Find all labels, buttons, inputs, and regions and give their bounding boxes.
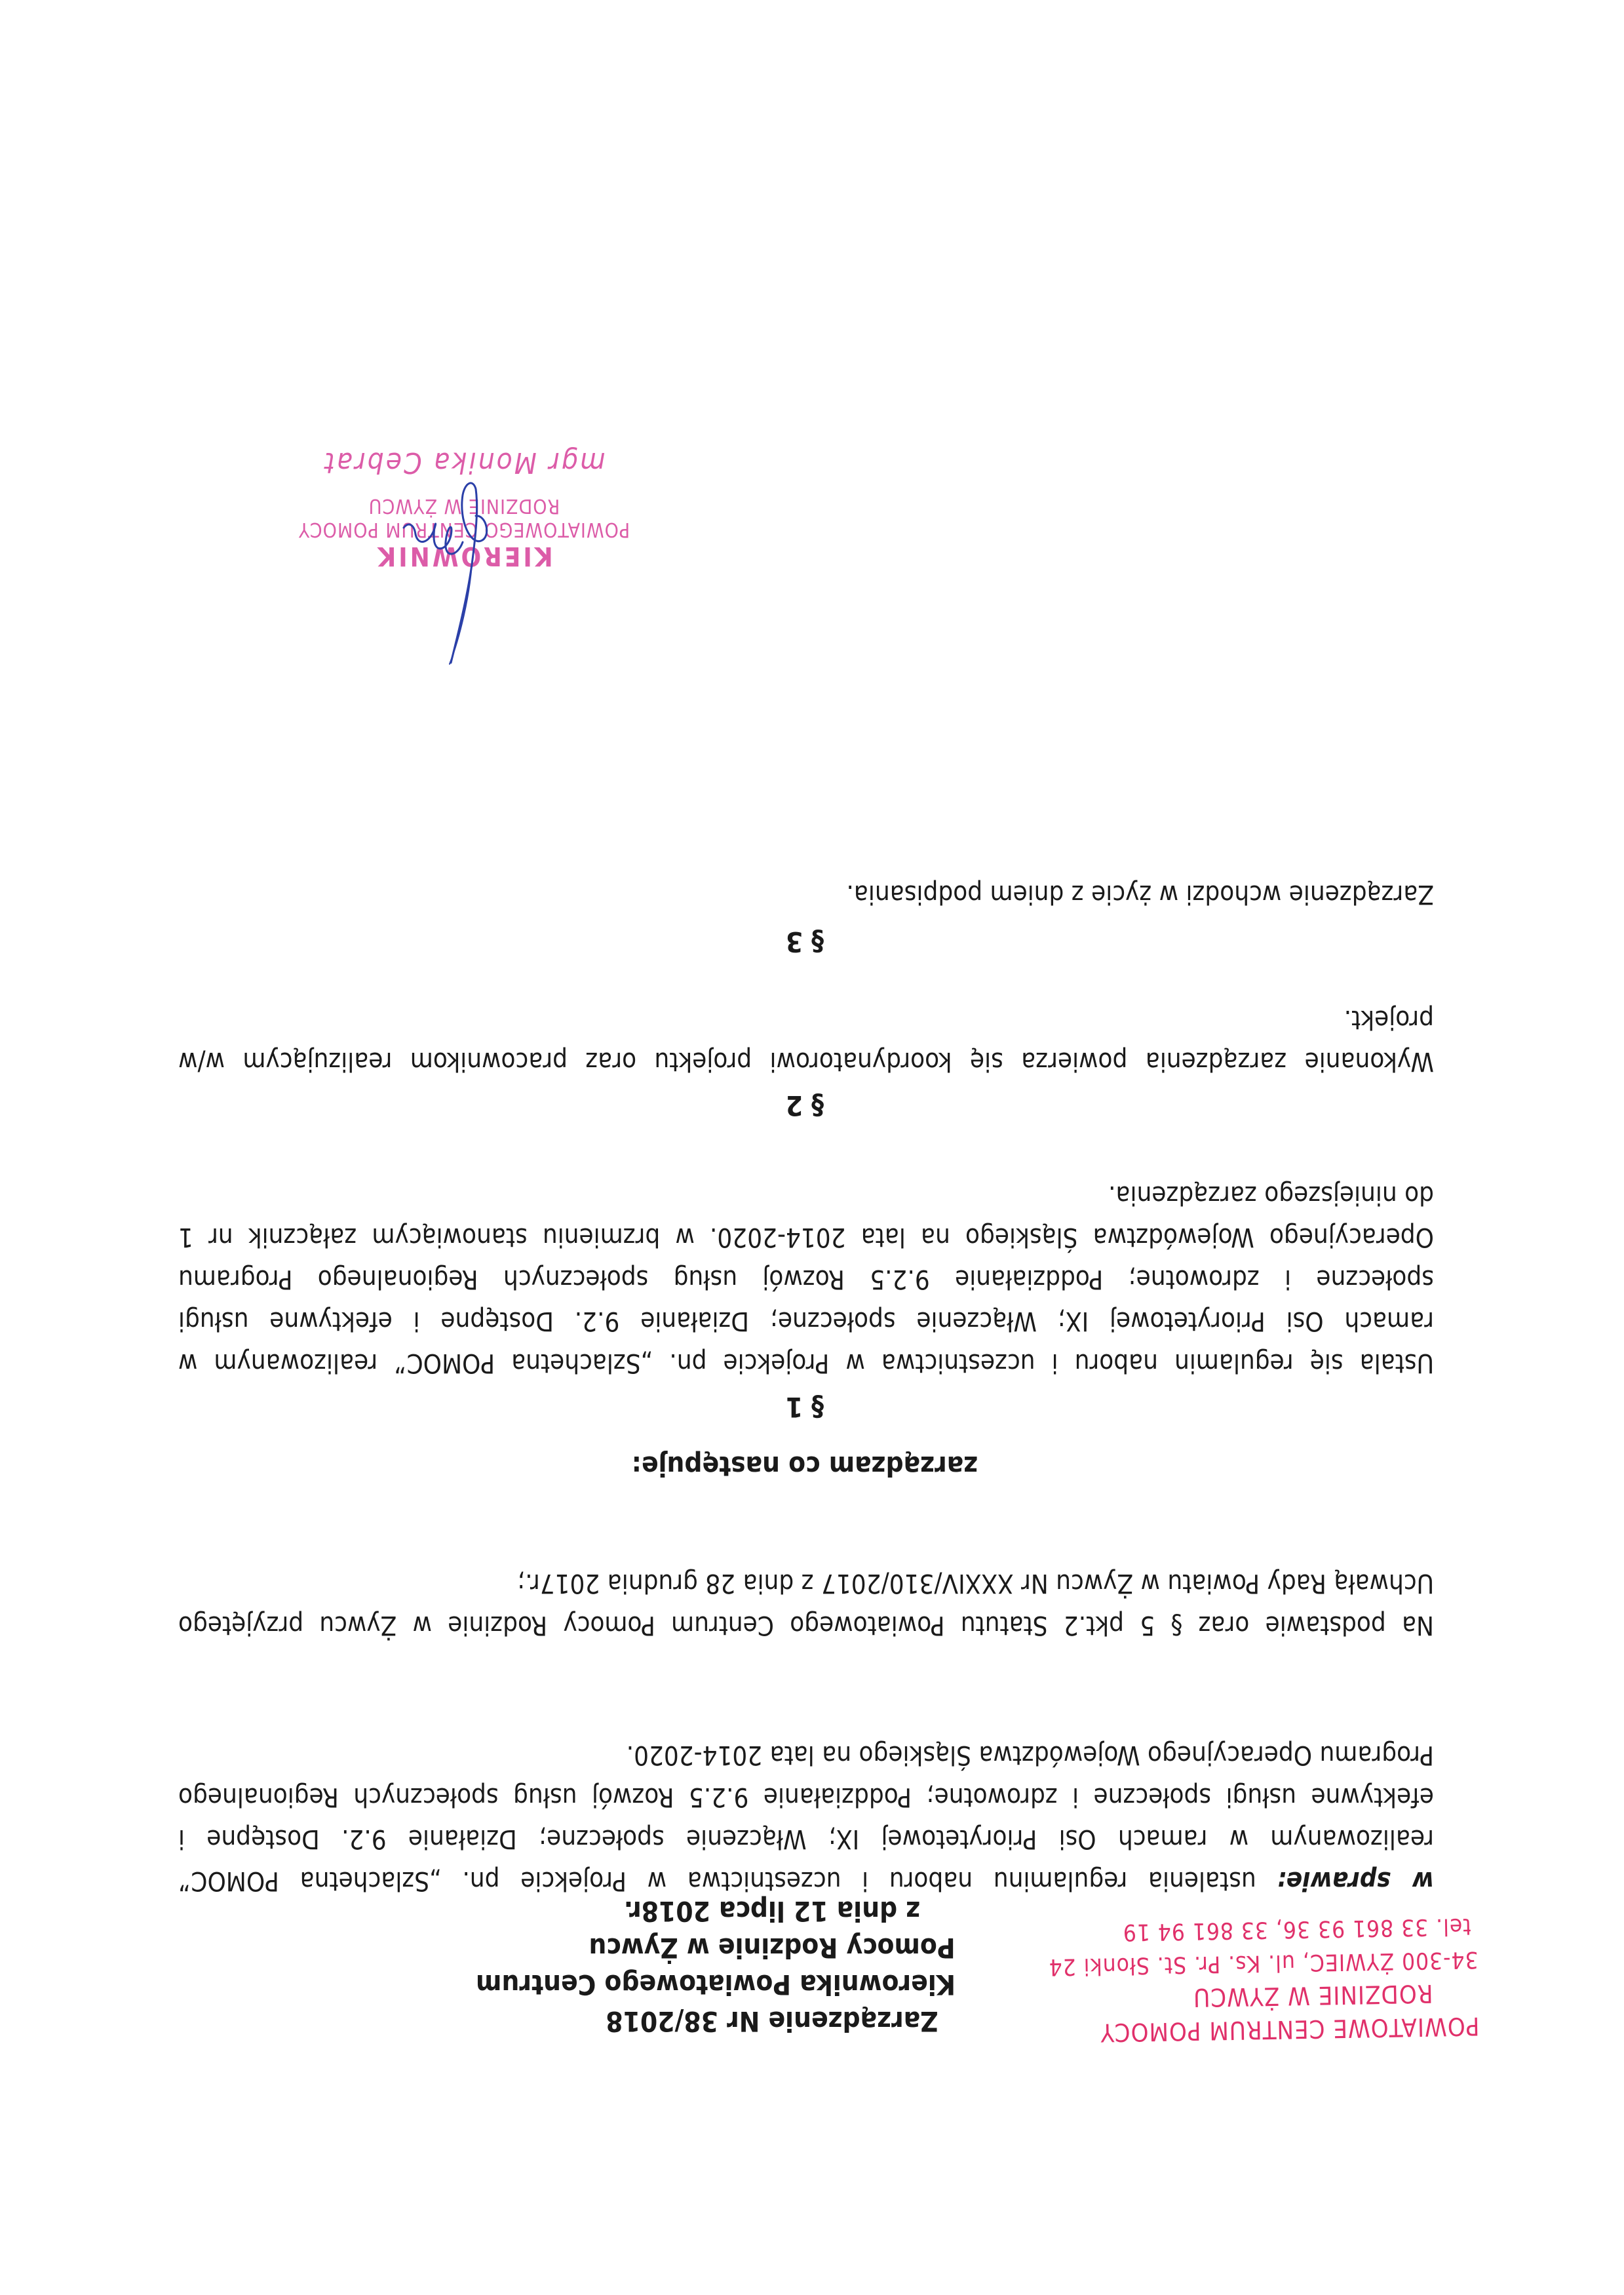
basis-line-2: Uchwałą Rady Powiatu w Żywcu Nr XXXIV/310/2017 z dnia 28 grudnia 2017r.; bbox=[517, 1568, 1434, 1598]
section-1-line-5: do niniejszego zarządzenia. bbox=[1108, 1180, 1434, 1210]
section-3-text bbox=[178, 873, 1434, 915]
subject-line-1: ustalenia regulaminu naboru i uczestnictwa w Projekcie pn. „Szlachetna POMOC” bbox=[178, 1866, 1256, 1896]
section-3-line-1: Zarządzenie wchodzi w życie z dniem podpisania. bbox=[846, 879, 1434, 909]
stamp-line-4: tel. 33 861 93 36, 33 861 94 19 bbox=[1122, 1912, 1471, 1946]
subject-block bbox=[178, 1734, 1434, 1902]
signature-stamp-name: mgr Monika Cebrat bbox=[322, 446, 606, 479]
signature-stamp-line-3: RODZINIE W ŻYWCU bbox=[368, 494, 560, 517]
document-date: z dnia 12 lipca 2018r. bbox=[623, 1895, 921, 1927]
section-1-line-1: Ustala się regulamin naboru i uczestnictwa w Projekcie pn. „Szlachetna POMOC” realizowanym w bbox=[178, 1348, 1434, 1378]
stamp-line-2: RODZINIE W ŻYWCU bbox=[1192, 1978, 1433, 2012]
subject-line-4: Programu Operacyjnego Województwa Śląskiego na lata 2014-2020. bbox=[626, 1740, 1434, 1770]
section-1-text bbox=[178, 1174, 1434, 1384]
section-2-line-1: Wykonanie zarządzenia powierza się koordynatorowi projektu oraz pracownikom realizującym w/w bbox=[178, 1046, 1434, 1076]
handwritten-signature bbox=[379, 466, 549, 676]
subject-label: w sprawie: bbox=[1277, 1866, 1434, 1896]
section-1-line-2: ramach Osi Priorytetowej IX; Włączenie społeczne; Działanie 9.2. Dostępne i efektywne usługi bbox=[178, 1306, 1434, 1336]
section-2-line-2: projekt. bbox=[1344, 1004, 1434, 1034]
section-1-line-3: społeczne i zdrowotne; Poddziałanie 9.2.5 Rozwój usług społecznych Regionalnego Programu bbox=[178, 1264, 1434, 1294]
basis-line-1: Na podstawie oraz § 5 pkt.2 Statutu Powiatowego Centrum Pomocy Rodzinie w Żywcu przyjętego bbox=[178, 1610, 1434, 1640]
section-1-mark: § 1 bbox=[785, 1391, 824, 1423]
issuer-line-1: Kierownika Powiatowego Centrum bbox=[476, 1969, 956, 2001]
subject-line-3: efektywne usługi społeczne i zdrowotne; Poddziałanie 9.2.5 Rozwój usług społecznych Regionalnego bbox=[178, 1782, 1434, 1812]
document-header bbox=[476, 1893, 956, 2039]
institution-stamp bbox=[1048, 1909, 1480, 2049]
section-1-line-4: Operacyjnego Województwa Śląskiego na lata 2014-2020. w brzmieniu stanowiącym załącznik nr 1 bbox=[178, 1222, 1434, 1252]
document-title: Zarządzenie Nr 38/2018 bbox=[606, 2005, 938, 2037]
issuer-line-2: Pomocy Rodzinie w Żywcu bbox=[589, 1932, 956, 1964]
signature-stamp-title: KIEROWNIK bbox=[375, 541, 553, 571]
signature-stamp-line-2: POWIATOWEGO CENTRUM POMOCY bbox=[298, 518, 630, 541]
legal-basis bbox=[178, 1562, 1434, 1646]
ordering-phrase: zarządzam co następuje: bbox=[631, 1450, 978, 1482]
section-2-mark: § 2 bbox=[785, 1089, 824, 1122]
stamp-line-1: POWIATOWE CENTRUM POMOCY bbox=[1100, 2011, 1480, 2047]
section-3-mark: § 3 bbox=[785, 926, 824, 958]
subject-line-2: realizowanym w ramach Osi Priorytetowej IX; Włączenie społeczne; Działanie 9.2. Dostępne i bbox=[178, 1824, 1434, 1854]
section-2-text bbox=[178, 998, 1434, 1082]
stamp-line-3: 34-300 ŻYWIEC, ul. Ks. Pr. St. Słonki 24 bbox=[1048, 1946, 1479, 1980]
